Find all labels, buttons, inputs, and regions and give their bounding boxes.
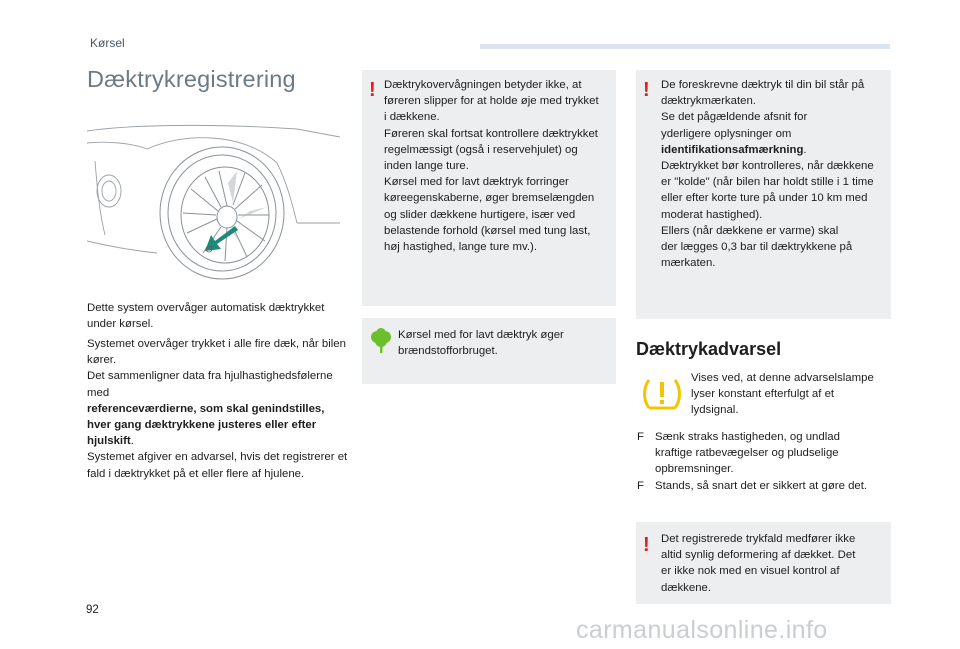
warning-line: mærkaten. [661,257,716,270]
intro-paragraph: Dette system overvåger automatisk dæktrykket under kørsel. [87,302,325,331]
action-list [637,429,891,494]
warning-line: moderat hastighed). [661,208,763,221]
watermark: carmanualsonline.info [576,616,828,644]
warning-line: eller efter korte ture på under 10 km med [661,192,868,205]
list-item [637,478,891,494]
warning-line: Kørsel med for lavt dæktryk forringer [384,176,569,189]
warning-line: inden lange ture. [384,160,469,173]
warning-line: og slider dækkene hurtigere, især ved [384,208,576,221]
warning-line: Det registrerede trykfald medfører ikke [661,533,856,545]
warning-line: i dækkene. [384,111,440,124]
eco-tip-text [398,327,608,359]
bullet-line: Stands, så snart det er sikkert at gøre det. [655,479,868,492]
bullet-line: Sænk straks hastigheden, og undlad [655,431,840,443]
warning-icon: ! [643,79,650,101]
warning-text-monitoring [384,77,614,255]
section-subtitle: Dæktrykadvarsel [636,339,782,359]
warning-line: der lægges 0,3 bar til dæktrykkene på [661,241,853,254]
bullet-marker: F [637,479,644,492]
system-text-a: Systemet overvåger trykket i alle fire dæk, når bilen kører. [87,338,346,367]
bullet-line: opbremsninger. [655,463,734,476]
system-text-d: Systemet afgiver en advarsel, hvis det registrerer et fald i dæktrykket på et eller flere af hjulene. [87,451,348,480]
bullet-line: kraftige ratbevægelser og pludselige [655,447,839,460]
warning-line: høj hastighed, lange ture mv.). [384,241,538,254]
warning-line: Dæktrykovervågningen betyder ikke, at [384,79,582,91]
warning-line: køreegenskaberne, øger bremselængden [384,192,595,205]
warning-line: dækkene. [661,581,712,594]
warning-line: Føreren skal fortsat kontrollere dæktrykket [384,127,598,140]
tpms-line: Vises ved, at denne advarselslampe [691,372,874,384]
system-text-b: Det sammenligner data fra hjulhastighedsfølerne med [87,370,333,399]
system-paragraph [87,336,349,482]
system-text-dot: . [130,435,134,448]
tpms-line: lyser konstant efterfulgt af et [691,388,835,401]
warning-line: Ellers (når dækkene er varme) skal [661,224,839,237]
warning-icon: ! [369,79,376,101]
warning-icon: ! [643,534,650,556]
wheel-illustration [87,123,340,281]
warning-line: yderligere oplysninger om [661,127,792,140]
page-title: Dæktrykregistrering [87,66,296,92]
warning-line: dæktrykmærkaten. [661,95,756,108]
tpms-line: lydsignal. [691,404,739,417]
warning-line: altid synlig deformering af dækket. Det [661,549,856,562]
leaf-icon [370,328,390,352]
eco-line: Kørsel med for lavt dæktryk øger [398,329,564,341]
warning-line: regelmæssigt (også i reservehjulet) og [384,143,578,156]
section-label: Kørsel [90,36,125,50]
warning-line: De foreskrevne dæktryk til din bil står på [661,79,865,91]
eco-line: brændstofforbruget. [398,345,498,358]
warning-line: Se det pågældende afsnit for [661,111,808,124]
bullet-marker: F [637,431,644,443]
page-number: 92 [86,604,99,616]
list-item [637,429,891,478]
warning-line: belastende forhold (kørsel med tung last, [384,224,591,237]
wheel-drawing [87,123,340,281]
warning-text-deformation [661,531,889,596]
tpms-warning-lamp-icon [640,372,684,416]
header-accent-bar [480,44,890,49]
tpms-description [691,370,891,419]
valve-arrow-icon [205,226,238,251]
warning-line: er "kolde" (når bilen har holdt stille i 1 time [661,176,874,189]
warning-line: Dæktrykket bør kontrolleres, når dækkene [661,160,874,173]
warning-line: er ikke nok med en visuel kontrol af [661,565,840,578]
warning-text-pressure [661,77,891,271]
system-text-bold: referenceværdierne, som skal genindstilles, hver gang dæktrykkene justeres eller efter hjulskift [87,402,325,448]
warning-dot: . [803,143,807,156]
warning-line: føreren slipper for at holde øje med trykket [384,95,599,108]
identification-marking-term: identifikationsafmærkning [661,143,804,156]
